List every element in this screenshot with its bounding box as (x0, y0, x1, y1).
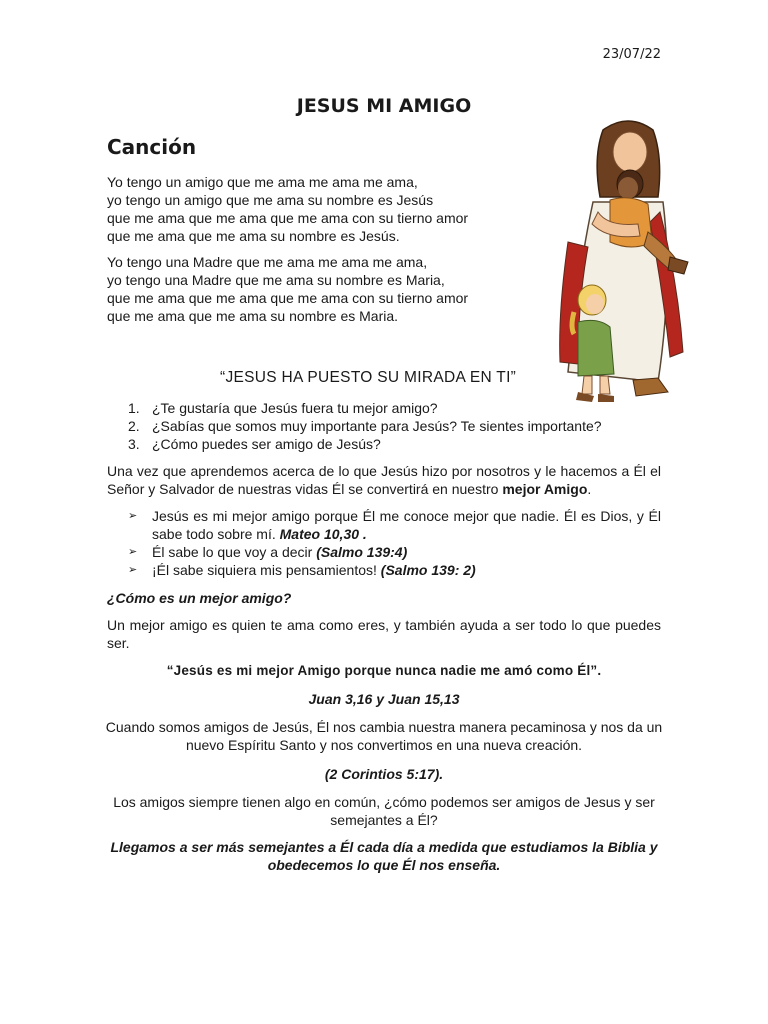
list-number: 2. (128, 418, 140, 434)
bible-reference: Juan 3,16 y Juan 15,13 (308, 691, 460, 707)
bullet-text: ¡Él sabe siquiera mis pensamientos! (152, 562, 381, 578)
question-text: ¿Sabías que somos muy importante para Jesús? Te sientes importante? (152, 418, 602, 434)
list-item (128, 561, 661, 579)
section-heading: Canción (107, 135, 197, 159)
bible-reference: (2 Corintios 5:17). (324, 766, 444, 782)
song-stanza-1 (107, 173, 547, 245)
arrow-bullet-icon: ➢ (128, 564, 138, 576)
section-subtitle: “JESUS HA PUESTO SU MIRADA EN TI” (220, 369, 517, 386)
question-list (128, 399, 602, 453)
common-paragraph: Los amigos siempre tienen algo en común, ¿cómo podemos ser amigos de Jesus y ser semejantes a Él? (113, 794, 655, 828)
arrow-bullet-icon: ➢ (128, 510, 138, 522)
document-date: 23/07/22 (602, 47, 661, 62)
stanza-line: yo tengo un amigo que me ama su nombre es Jesús (107, 192, 434, 208)
bullet-text: Él sabe lo que voy a decir (152, 544, 317, 560)
stanza-line: Yo tengo un amigo que me ama me ama me ama, (107, 174, 418, 190)
closing-paragraph: Llegamos a ser más semejantes a Él cada día a medida que estudiamos la Biblia y obedecemos lo que Él nos enseña. (110, 839, 658, 873)
intro-emphasis: mejor Amigo (502, 481, 588, 497)
intro-text: Una vez que aprendemos acerca de lo que Jesús hizo por nosotros y le hacemos a Él el Señor y Salvador de nuestras vidas Él se convertirá en nuestro (107, 463, 661, 497)
list-item (128, 543, 661, 561)
stanza-line: que me ama que me ama que me ama con su tierno amor (107, 210, 469, 226)
list-item (128, 435, 602, 453)
question-text: ¿Cómo puedes ser amigo de Jesús? (152, 436, 381, 452)
jesus-hugging-children-illustration (548, 112, 698, 408)
list-number: 1. (128, 400, 140, 416)
list-item (128, 507, 661, 543)
question-text: ¿Te gustaría que Jesús fuera tu mejor amigo? (152, 400, 438, 416)
intro-paragraph (107, 462, 661, 498)
stanza-line: que me ama que me ama que me ama con su tierno amor (107, 290, 469, 306)
bullet-reference: (Salmo 139: 2) (380, 562, 476, 578)
stanza-line: que me ama que me ama su nombre es Jesús. (107, 228, 400, 244)
list-number: 3. (128, 436, 140, 452)
list-item (128, 399, 602, 417)
stanza-line: Yo tengo una Madre que me ama me ama me ama, (107, 254, 428, 270)
stanza-line: yo tengo una Madre que me ama su nombre es Maria, (107, 272, 445, 288)
question-heading: ¿Cómo es un mejor amigo? (107, 590, 292, 606)
intro-period: . (587, 481, 592, 497)
change-paragraph: Cuando somos amigos de Jesús, Él nos cambia nuestra manera pecaminosa y nos da un nuevo Espíritu Santo y nos convertimos en una nueva creación. (105, 719, 663, 753)
friend-definition: Un mejor amigo es quien te ama como eres, y también ayuda a ser todo lo que puedes ser. (107, 617, 661, 651)
song-stanza-2 (107, 253, 547, 325)
bullet-reference: (Salmo 139:4) (316, 544, 408, 560)
arrow-bullet-icon: ➢ (128, 546, 138, 558)
stanza-line: que me ama que me ama su nombre es Maria. (107, 308, 399, 324)
bullet-text: Jesús es mi mejor amigo porque Él me conoce mejor que nadie. Él es Dios, y Él sabe todo sobre mí. (152, 508, 661, 542)
document-title: JESUS MI AMIGO (296, 95, 472, 117)
list-item (128, 417, 602, 435)
bullet-list (128, 507, 661, 579)
bullet-reference: Mateo 10,30 . (279, 526, 367, 542)
highlight-quote: “Jesús es mi mejor Amigo porque nunca nadie me amó como Él”. (166, 663, 602, 678)
